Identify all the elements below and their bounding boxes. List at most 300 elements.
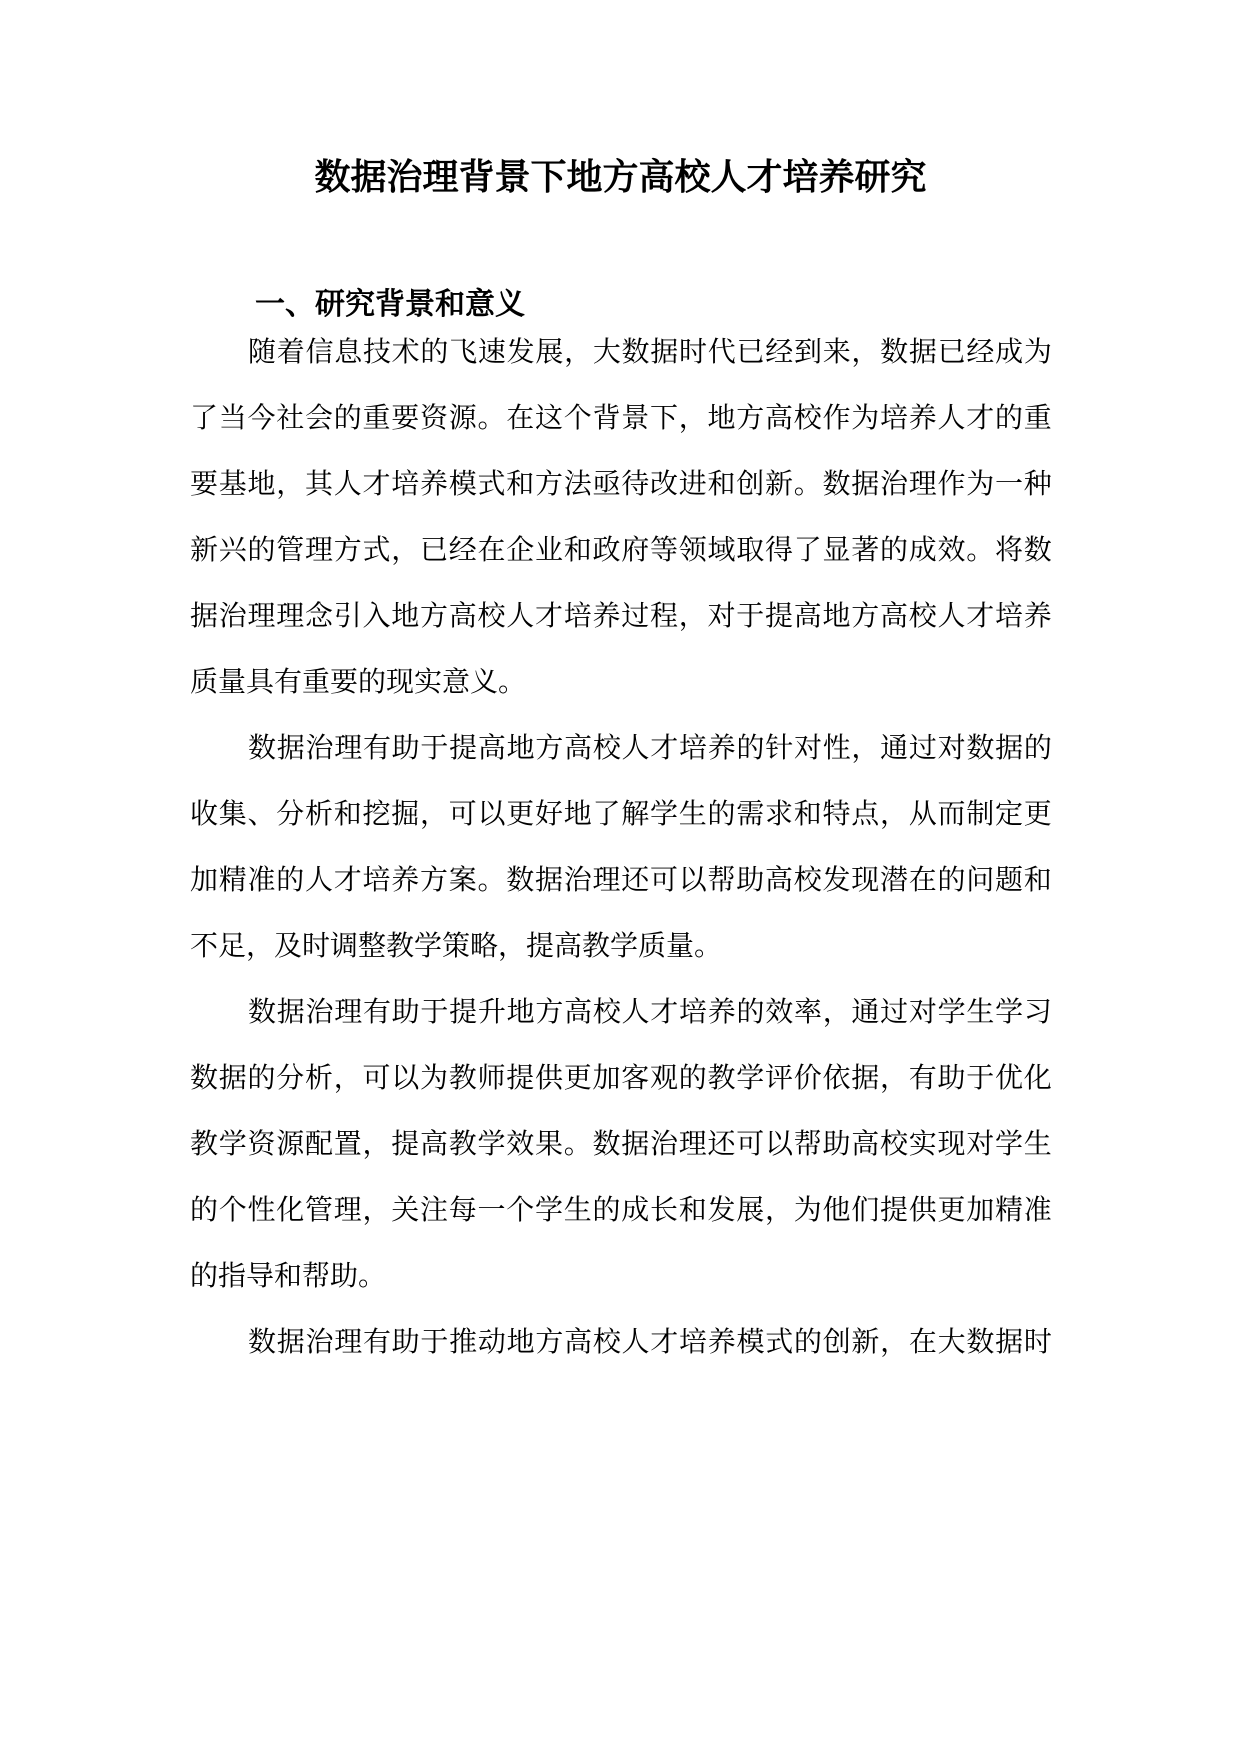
line-char: 而 — [937, 797, 966, 830]
line-char: 配 — [305, 1127, 334, 1160]
line-char: 学 — [535, 1193, 564, 1226]
line-char: 理 — [276, 599, 305, 632]
line-char: 现 — [937, 1127, 966, 1160]
paragraph-line — [190, 1173, 1052, 1247]
line-char: 。 — [793, 467, 822, 500]
paragraph-line — [248, 975, 1052, 1049]
line-char: 人 — [621, 1325, 650, 1358]
line-char: 以 — [391, 1061, 420, 1094]
line-char: 入 — [362, 599, 391, 632]
line-char: 源 — [448, 401, 477, 434]
line-char: 模 — [448, 467, 477, 500]
line-char: 提 — [765, 599, 794, 632]
paragraph-line — [248, 711, 1052, 785]
line-char: ， — [362, 1127, 391, 1160]
line-char: 和 — [678, 1193, 707, 1226]
line-char: 和 — [563, 533, 592, 566]
line-char: 亟 — [592, 467, 621, 500]
line-char: 析 — [305, 797, 334, 830]
line-char: 会 — [305, 401, 334, 434]
line-char: 的 — [678, 1061, 707, 1094]
paragraph-line — [190, 777, 1052, 851]
line-char: 和 — [793, 797, 822, 830]
line-char: 要 — [190, 467, 219, 500]
line-char: 优 — [995, 1061, 1024, 1094]
line-char: 定 — [995, 797, 1024, 830]
paragraph-line — [248, 315, 1052, 389]
line-char: 业 — [535, 533, 564, 566]
line-char: 推 — [449, 1325, 478, 1358]
line-char: 观 — [650, 1061, 679, 1094]
line-char: 数 — [190, 1061, 219, 1094]
line-char: 方 — [535, 467, 564, 500]
line-char: 助 — [391, 1325, 420, 1358]
line-char: 学 — [736, 1061, 765, 1094]
line-char: 息 — [334, 335, 363, 368]
line-char: 企 — [506, 533, 535, 566]
line-char: 过 — [621, 599, 650, 632]
line-char: 们 — [851, 1193, 880, 1226]
line-char: 据 — [851, 467, 880, 500]
line-char: 理 — [678, 1127, 707, 1160]
line-char: 提 — [391, 1127, 420, 1160]
line-char: 创 — [822, 1325, 851, 1358]
line-char: 人 — [506, 599, 535, 632]
line-char: 已 — [736, 335, 765, 368]
line-char: 供 — [535, 1061, 564, 1094]
line-char: 术 — [391, 335, 420, 368]
line-char: 依 — [822, 1061, 851, 1094]
line-char: 提 — [880, 1193, 909, 1226]
line-char: 源 — [276, 1127, 305, 1160]
paragraph-line — [190, 1041, 1052, 1115]
line-char: 的 — [333, 401, 362, 434]
line-char: 时 — [679, 335, 708, 368]
line-char: ， — [880, 797, 909, 830]
line-char: 成 — [621, 1193, 650, 1226]
line-char: 培 — [679, 731, 708, 764]
line-char: 生 — [678, 797, 707, 830]
line-char: 化 — [276, 1193, 305, 1226]
line-char: 方 — [535, 1325, 564, 1358]
line-char: 的 — [880, 533, 909, 566]
line-char: 的 — [247, 533, 276, 566]
line-char: 校 — [477, 599, 506, 632]
line-char: 高 — [765, 401, 794, 434]
line-char: 个 — [563, 401, 592, 434]
line-char: 长 — [650, 1193, 679, 1226]
line-char: 助 — [391, 731, 420, 764]
line-char: 社 — [276, 401, 305, 434]
line-char: 程 — [650, 599, 679, 632]
line-char: 潜 — [880, 863, 909, 896]
line-char: 于 — [420, 731, 449, 764]
line-char: 。 — [966, 533, 995, 566]
line-char: 信 — [305, 335, 334, 368]
line-char: 分 — [276, 1061, 305, 1094]
line-char: 式 — [362, 533, 391, 566]
line-char: 更 — [937, 1193, 966, 1226]
line-char: 式 — [765, 1325, 794, 1358]
line-char: 加 — [592, 1061, 621, 1094]
line-char: 效 — [506, 1127, 535, 1160]
paragraph-line — [190, 513, 1052, 587]
line-char: 高 — [564, 995, 593, 1028]
line-char: 理 — [333, 1193, 362, 1226]
line-char: 更 — [506, 797, 535, 830]
line-char: 方 — [420, 599, 449, 632]
line-char: 才 — [966, 401, 995, 434]
line-char: 养 — [707, 995, 736, 1028]
line-char: 下 — [650, 401, 679, 434]
line-char: 要 — [391, 401, 420, 434]
line-char: 校 — [908, 599, 937, 632]
line-char: 挖 — [362, 797, 391, 830]
line-char: 人 — [621, 995, 650, 1028]
line-char: 已 — [420, 533, 449, 566]
line-char: 高 — [851, 1127, 880, 1160]
line-char: 养 — [592, 599, 621, 632]
line-char: 还 — [621, 863, 650, 896]
line-char: 治 — [563, 863, 592, 896]
line-char: 为 — [793, 1193, 822, 1226]
line-char: ， — [333, 1061, 362, 1094]
line-char: 新 — [765, 467, 794, 500]
line-char: 性 — [822, 731, 851, 764]
line-char: 改 — [650, 467, 679, 500]
line-char: 据 — [650, 335, 679, 368]
line-char: 养 — [391, 863, 420, 896]
line-char: 果 — [535, 1127, 564, 1160]
line-char: 以 — [765, 1127, 794, 1160]
line-char: 实 — [908, 1127, 937, 1160]
line-char: 当 — [218, 401, 247, 434]
line-char: 重 — [362, 401, 391, 434]
line-char: 了 — [190, 401, 219, 434]
document-title: 数据治理背景下地方高校人才培养研究 — [314, 157, 927, 198]
line-char: 治 — [880, 467, 909, 500]
line-char: 地 — [506, 1325, 535, 1358]
line-char: 在 — [908, 1325, 937, 1358]
line-char: 才 — [966, 599, 995, 632]
line-char: 理 — [334, 731, 363, 764]
line-char: 于 — [420, 1325, 449, 1358]
line-char: 理 — [247, 599, 276, 632]
line-char: 景 — [621, 401, 650, 434]
line-char: 数 — [248, 995, 277, 1028]
line-char: 培 — [391, 467, 420, 500]
line-char: 有 — [362, 1325, 391, 1358]
line-char: 学 — [995, 995, 1024, 1028]
line-char: 理 — [908, 467, 937, 500]
line-char: 数 — [1023, 533, 1052, 566]
line-char: 人 — [937, 401, 966, 434]
line-char: 方 — [420, 863, 449, 896]
line-char: 培 — [679, 1325, 708, 1358]
line-char: 模 — [736, 1325, 765, 1358]
line-char: 评 — [765, 1061, 794, 1094]
line-char: 高 — [564, 731, 593, 764]
line-char: 于 — [736, 599, 765, 632]
line-char: 时 — [1023, 1325, 1052, 1358]
line-char: 以 — [477, 797, 506, 830]
line-char: 才 — [535, 599, 564, 632]
line-char: 学 — [937, 995, 966, 1028]
line-char: 人 — [937, 599, 966, 632]
line-char: 念 — [305, 599, 334, 632]
line-char: 和 — [506, 467, 535, 500]
line-char: 提 — [506, 1061, 535, 1094]
line-char: 对 — [966, 1127, 995, 1160]
line-char: 的 — [793, 1325, 822, 1358]
line-char: 地 — [563, 797, 592, 830]
line-char: 的 — [736, 995, 765, 1028]
line-char: 才 — [650, 995, 679, 1028]
line-char: 方 — [535, 995, 564, 1028]
line-char: 地 — [247, 467, 276, 500]
line-char: ， — [678, 599, 707, 632]
line-char: 创 — [736, 467, 765, 500]
line-char: 理 — [305, 533, 334, 566]
line-char: 显 — [822, 533, 851, 566]
paragraph-line: 的指导和帮助。 — [190, 1259, 387, 1292]
line-char: ， — [678, 401, 707, 434]
line-char: 管 — [276, 533, 305, 566]
line-char: 学 — [650, 797, 679, 830]
line-char: 代 — [707, 335, 736, 368]
line-char: ， — [391, 533, 420, 566]
line-char: 有 — [908, 1061, 937, 1094]
line-char: 置 — [333, 1127, 362, 1160]
line-char: 点 — [851, 797, 880, 830]
line-char: 才 — [333, 863, 362, 896]
line-char: 取 — [736, 533, 765, 566]
line-char: 教 — [190, 1127, 219, 1160]
line-char: 高 — [880, 599, 909, 632]
line-char: 发 — [707, 1193, 736, 1226]
line-char: 为 — [966, 467, 995, 500]
line-char: 特 — [822, 797, 851, 830]
line-char: 高 — [477, 731, 506, 764]
line-char: 助 — [822, 1127, 851, 1160]
line-char: 对 — [908, 995, 937, 1028]
line-char: 教 — [707, 1061, 736, 1094]
line-char: 的 — [1023, 731, 1052, 764]
line-char: 的 — [190, 1193, 219, 1226]
line-char: 方 — [851, 599, 880, 632]
line-char: 助 — [391, 995, 420, 1028]
line-char: 高 — [765, 863, 794, 896]
line-char: 方 — [333, 533, 362, 566]
line-char: 对 — [793, 731, 822, 764]
line-char: 集 — [218, 797, 247, 830]
line-char: 的 — [707, 797, 736, 830]
line-char: 培 — [995, 599, 1024, 632]
line-char: 养 — [908, 401, 937, 434]
line-char: 过 — [908, 731, 937, 764]
line-char: 据 — [851, 1061, 880, 1094]
line-char: 教 — [448, 1061, 477, 1094]
line-char: 准 — [247, 863, 276, 896]
line-char: 制 — [966, 797, 995, 830]
line-char: 政 — [592, 533, 621, 566]
line-char: 域 — [707, 533, 736, 566]
line-char: 好 — [535, 797, 564, 830]
line-char: 性 — [247, 1193, 276, 1226]
line-char: 更 — [563, 1061, 592, 1094]
line-char: 数 — [506, 863, 535, 896]
line-char: 方 — [535, 731, 564, 764]
line-char: 一 — [477, 1193, 506, 1226]
line-char: 校 — [592, 731, 621, 764]
line-char: 过 — [880, 995, 909, 1028]
line-char: 在 — [506, 401, 535, 434]
line-char: 已 — [937, 335, 966, 368]
line-char: 据 — [218, 1061, 247, 1094]
line-char: 地 — [822, 599, 851, 632]
paragraph-line — [190, 1107, 1052, 1181]
line-char: 作 — [822, 401, 851, 434]
line-char: 精 — [218, 863, 247, 896]
line-char: 数 — [966, 731, 995, 764]
line-char: 治 — [650, 1127, 679, 1160]
line-char: 加 — [966, 1193, 995, 1226]
line-char: 等 — [650, 533, 679, 566]
line-char: 可 — [736, 1127, 765, 1160]
line-char: 的 — [420, 335, 449, 368]
line-char: 以 — [678, 863, 707, 896]
line-char: 学 — [477, 1127, 506, 1160]
line-char: ， — [851, 335, 880, 368]
line-char: 治 — [305, 995, 334, 1028]
line-char: 地 — [391, 599, 420, 632]
line-char: 高 — [564, 1325, 593, 1358]
line-char: 培 — [679, 995, 708, 1028]
line-char: 学 — [218, 1127, 247, 1160]
line-char: 数 — [248, 731, 277, 764]
line-char: 效 — [765, 995, 794, 1028]
line-char: 培 — [362, 863, 391, 896]
line-char: 为 — [420, 1061, 449, 1094]
line-char: ， — [564, 335, 593, 368]
line-char: 动 — [477, 1325, 506, 1358]
line-char: 教 — [448, 1127, 477, 1160]
line-char: 的 — [937, 863, 966, 896]
line-char: 人 — [621, 731, 650, 764]
line-char: 生 — [966, 995, 995, 1028]
line-char: 加 — [190, 863, 219, 896]
line-char: 提 — [449, 731, 478, 764]
line-char: 准 — [1023, 1193, 1052, 1226]
line-char: 才 — [650, 1325, 679, 1358]
line-char: ， — [851, 731, 880, 764]
line-char: 才 — [362, 467, 391, 500]
line-char: 他 — [822, 1193, 851, 1226]
line-char: 价 — [793, 1061, 822, 1094]
line-char: 据 — [190, 599, 219, 632]
line-char: 随 — [248, 335, 277, 368]
line-char: 新 — [851, 1325, 880, 1358]
line-char: 展 — [736, 1193, 765, 1226]
line-char: 的 — [736, 731, 765, 764]
line-char: 可 — [448, 797, 477, 830]
line-char: ， — [362, 1193, 391, 1226]
line-char: 数 — [621, 335, 650, 368]
paragraph-line — [190, 381, 1052, 455]
line-char: 据 — [621, 1127, 650, 1160]
line-char: 校 — [880, 1127, 909, 1160]
line-char: 和 — [1023, 863, 1052, 896]
line-char: 案 — [448, 863, 477, 896]
line-char: 校 — [793, 401, 822, 434]
line-char: 在 — [908, 863, 937, 896]
line-char: 背 — [592, 401, 621, 434]
line-char: ， — [420, 797, 449, 830]
line-char: 今 — [247, 401, 276, 434]
line-char: 式 — [477, 467, 506, 500]
line-char: 个 — [218, 1193, 247, 1226]
paragraph-line: 不足，及时调整教学策略，提高教学质量。 — [190, 929, 723, 962]
line-char: 理 — [592, 863, 621, 896]
line-char: 数 — [248, 1325, 277, 1358]
line-char: 校 — [592, 995, 621, 1028]
line-char: 客 — [621, 1061, 650, 1094]
line-char: 养 — [420, 467, 449, 500]
line-char: 据 — [276, 1325, 305, 1358]
line-char: 习 — [1023, 995, 1052, 1028]
line-char: 可 — [362, 1061, 391, 1094]
line-char: 的 — [276, 863, 305, 896]
line-char: 高 — [793, 599, 822, 632]
section-heading: 一、研究背景和意义 — [255, 287, 525, 322]
line-char: 治 — [305, 731, 334, 764]
line-char: 针 — [765, 731, 794, 764]
line-char: 数 — [822, 467, 851, 500]
line-char: ， — [822, 995, 851, 1028]
line-char: 方 — [736, 401, 765, 434]
line-char: 据 — [276, 995, 305, 1028]
line-char: 帮 — [707, 863, 736, 896]
line-char: 经 — [765, 335, 794, 368]
line-char: 地 — [506, 995, 535, 1028]
line-char: 在 — [477, 533, 506, 566]
line-char: 精 — [995, 1193, 1024, 1226]
line-char: 人 — [333, 467, 362, 500]
line-char: 每 — [448, 1193, 477, 1226]
line-char: 高 — [420, 1127, 449, 1160]
line-char: 高 — [448, 599, 477, 632]
line-char: 助 — [736, 863, 765, 896]
line-char: 据 — [995, 731, 1024, 764]
line-char: 管 — [305, 1193, 334, 1226]
line-char: 资 — [420, 401, 449, 434]
line-char: 了 — [793, 533, 822, 566]
line-char: 。 — [477, 401, 506, 434]
line-char: 问 — [966, 863, 995, 896]
line-char: ， — [765, 1193, 794, 1226]
line-char: 理 — [334, 1325, 363, 1358]
line-char: 还 — [707, 1127, 736, 1160]
line-char: 收 — [190, 797, 219, 830]
line-char: 。 — [477, 863, 506, 896]
line-char: 的 — [247, 1061, 276, 1094]
line-char: 这 — [535, 401, 564, 434]
line-char: 领 — [678, 533, 707, 566]
line-char: 来 — [822, 335, 851, 368]
line-char: 速 — [477, 335, 506, 368]
line-char: 关 — [391, 1193, 420, 1226]
line-char: 率 — [793, 995, 822, 1028]
